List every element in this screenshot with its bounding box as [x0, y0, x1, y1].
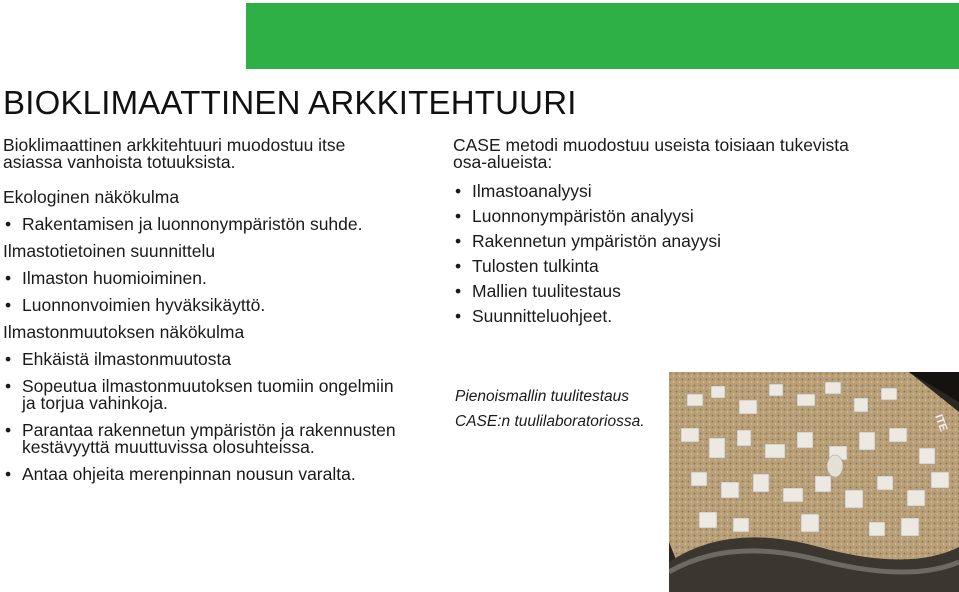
bullet-item: • Ehkäistä ilmastonmuutosta	[3, 351, 408, 368]
list-item: • Rakennetun ympäristön anayysi	[453, 229, 873, 254]
heading-climate-change: Ilmastonmuutoksen näkökulma	[3, 322, 245, 342]
photo-label: ITE	[932, 412, 950, 434]
photo-caption	[455, 384, 645, 434]
bullet-item: • Rakentamisen ja luonnonympäristön suhde.	[3, 216, 408, 233]
heading-ecological: Ekologinen näkökulma	[3, 187, 180, 207]
bullet-item: • Antaa ohjeita merenpinnan nousun varalta.	[3, 466, 408, 483]
list-item: • Mallien tuulitestaus	[453, 279, 873, 304]
list-item: • Ilmastoanalyysi	[453, 179, 873, 204]
header-accent-bar	[246, 3, 959, 69]
caption-line: Pienoismallin tuulitestaus	[455, 388, 630, 405]
wind-tunnel-model-photo	[669, 372, 959, 592]
heading-climate-design: Ilmastotietoinen suunnittelu	[3, 241, 216, 261]
scale-model-illustration	[669, 372, 959, 592]
left-column	[3, 137, 408, 483]
bullet-item: • Parantaa rakennetun ympäristön ja rakennusten kestävyyttä muuttuvissa olosuhteissa.	[3, 422, 408, 456]
list-item: • Luonnonympäristön analyysi	[453, 204, 873, 229]
list-item: • Tulosten tulkinta	[453, 254, 873, 279]
right-intro: CASE metodi muodostuu useista toisiaan tukevista osa-alueista:	[453, 135, 849, 172]
bullet-item: • Sopeutua ilmastonmuutoksen tuomiin ongelmiin ja torjua vahinkoja.	[3, 378, 408, 412]
list-item: • Suunnitteluohjeet.	[453, 304, 873, 329]
slide-title: BIOKLIMAATTINEN ARKKITEHTUURI	[3, 84, 577, 121]
left-intro: Bioklimaattinen arkkitehtuuri muodostuu itse asiassa vanhoista totuuksista.	[3, 135, 346, 172]
right-column	[453, 137, 873, 329]
caption-line: CASE:n tuulilaboratoriossa.	[455, 413, 645, 430]
bullet-item: • Luonnonvoimien hyväksikäyttö.	[3, 297, 408, 314]
bullet-item: • Ilmaston huomioiminen.	[3, 270, 408, 287]
